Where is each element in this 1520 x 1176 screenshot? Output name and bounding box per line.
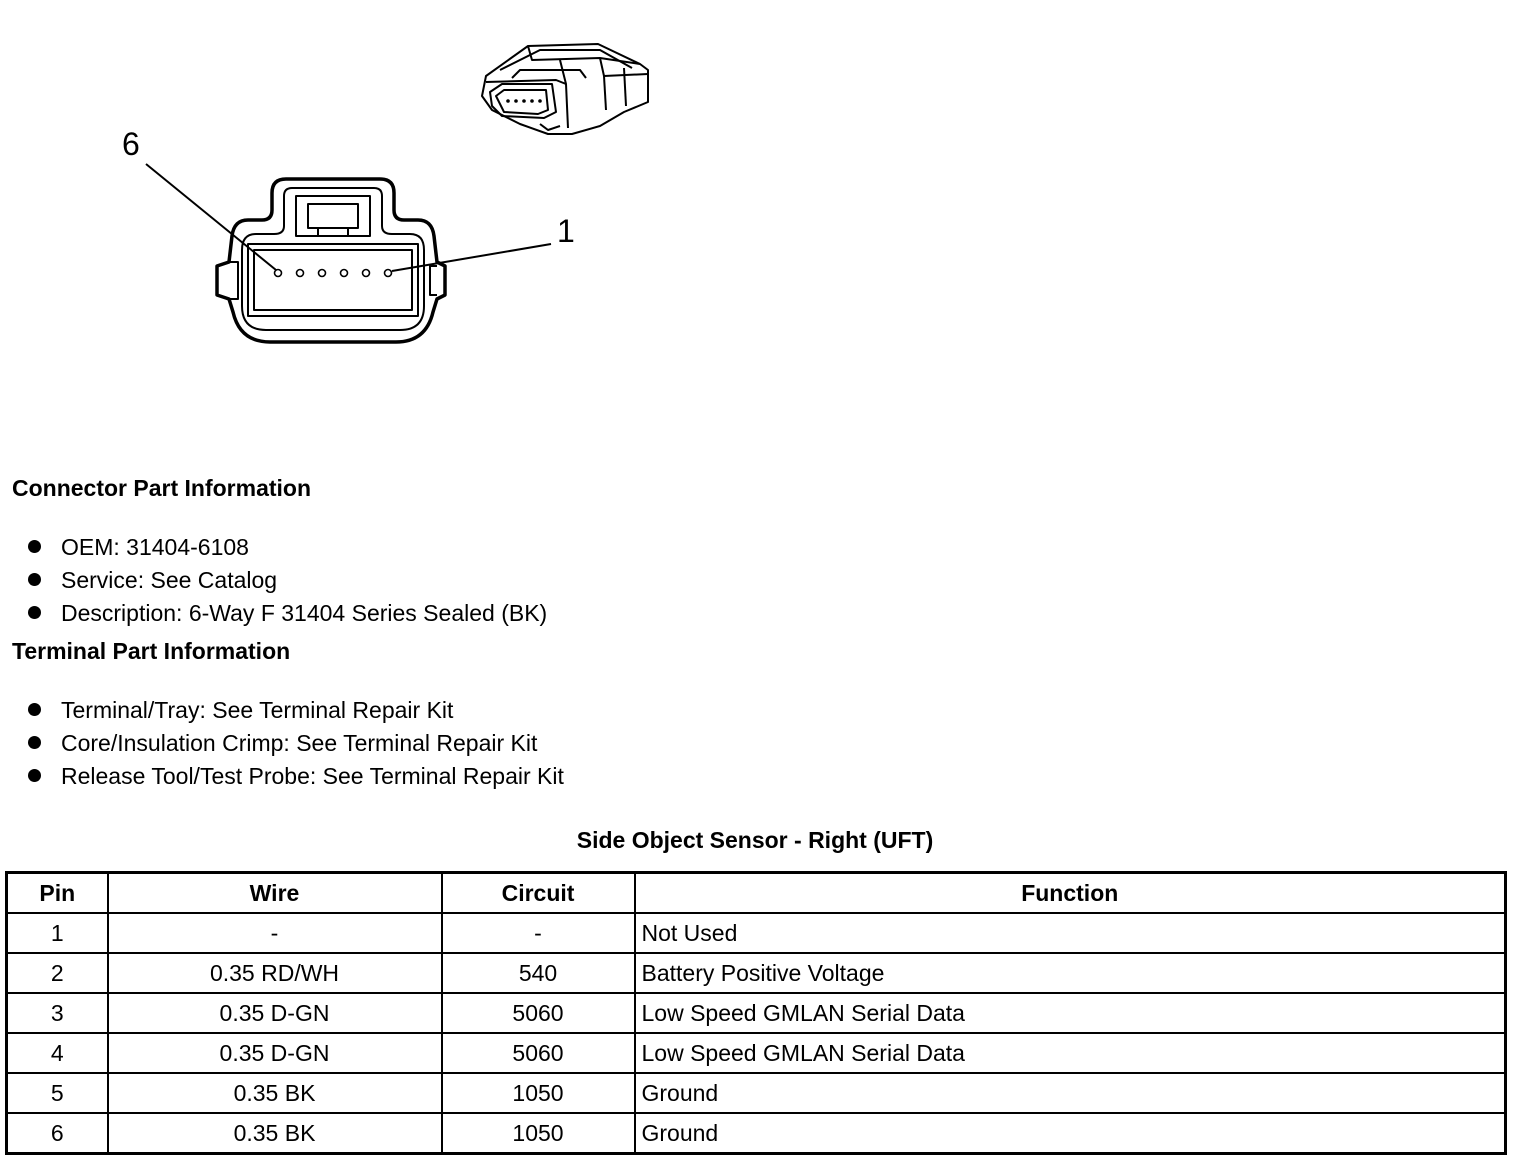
- column-header-pin: Pin: [7, 873, 108, 914]
- cell-circuit: -: [442, 913, 635, 953]
- leader-line-pin-6: [146, 164, 276, 270]
- cell-function: Not Used: [635, 913, 1506, 953]
- connector-info-heading: Connector Part Information: [12, 475, 312, 501]
- cell-function: Low Speed GMLAN Serial Data: [635, 993, 1506, 1033]
- column-header-circuit: Circuit: [442, 873, 635, 914]
- terminal-release-tool: Release Tool/Test Probe: See Terminal Repair Kit: [61, 762, 564, 789]
- pin-cavity-3: [341, 270, 348, 277]
- table-row: [7, 953, 1506, 993]
- bullet-icon: [28, 606, 41, 619]
- pin-cavity-1: [385, 270, 392, 277]
- cell-function: Ground: [635, 1113, 1506, 1154]
- cell-wire: 0.35 BK: [108, 1073, 442, 1113]
- list-item: [28, 759, 564, 792]
- connector-isometric-pins: [506, 99, 542, 103]
- cell-circuit: 1050: [442, 1073, 635, 1113]
- cell-pin: 6: [7, 1113, 108, 1154]
- callout-pin-6: 6: [122, 126, 140, 162]
- callout-pin-1: 1: [557, 213, 575, 249]
- list-item: [28, 596, 547, 629]
- pin-cavity-4: [319, 270, 326, 277]
- list-item: [28, 563, 547, 596]
- connector-face-pins: [275, 270, 392, 277]
- connector-info-list: [28, 530, 547, 629]
- connector-isometric-illustration: [482, 44, 648, 134]
- bullet-icon: [28, 703, 41, 716]
- cell-wire: 0.35 RD/WH: [108, 953, 442, 993]
- list-item: [28, 693, 564, 726]
- cell-pin: 2: [7, 953, 108, 993]
- cell-wire: 0.35 BK: [108, 1113, 442, 1154]
- bullet-icon: [28, 573, 41, 586]
- cell-pin: 4: [7, 1033, 108, 1073]
- connector-diagram: [0, 0, 760, 420]
- table-row: [7, 993, 1506, 1033]
- bullet-icon: [28, 769, 41, 782]
- terminal-crimp: Core/Insulation Crimp: See Terminal Repair Kit: [61, 729, 538, 756]
- cell-circuit: 1050: [442, 1113, 635, 1154]
- pin-cavity-2: [363, 270, 370, 277]
- connector-face-outline: [217, 179, 445, 342]
- cell-pin: 1: [7, 913, 108, 953]
- terminal-tray: Terminal/Tray: See Terminal Repair Kit: [61, 696, 454, 723]
- column-header-wire: Wire: [108, 873, 442, 914]
- bullet-icon: [28, 540, 41, 553]
- table-header-row: [7, 873, 1506, 914]
- list-item: [28, 530, 547, 563]
- cell-wire: -: [108, 913, 442, 953]
- pinout-table: [5, 871, 1507, 1155]
- list-item: [28, 726, 564, 759]
- leader-line-pin-1: [392, 244, 551, 271]
- table-row: [7, 913, 1506, 953]
- column-header-function: Function: [635, 873, 1506, 914]
- cell-function: Battery Positive Voltage: [635, 953, 1506, 993]
- terminal-info-heading: Terminal Part Information: [12, 638, 291, 664]
- connector-service: Service: See Catalog: [61, 566, 278, 593]
- cell-pin: 3: [7, 993, 108, 1033]
- table-row: [7, 1113, 1506, 1154]
- pin-cavity-5: [297, 270, 304, 277]
- connector-oem: OEM: 31404-6108: [61, 533, 249, 560]
- cell-function: Ground: [635, 1073, 1506, 1113]
- cell-circuit: 5060: [442, 1033, 635, 1073]
- table-title: Side Object Sensor - Right (UFT): [576, 827, 934, 853]
- connector-description: Description: 6-Way F 31404 Series Sealed (BK): [61, 599, 548, 626]
- cell-circuit: 540: [442, 953, 635, 993]
- table-row: [7, 1033, 1506, 1073]
- cell-pin: 5: [7, 1073, 108, 1113]
- cell-function: Low Speed GMLAN Serial Data: [635, 1033, 1506, 1073]
- terminal-info-list: [28, 693, 564, 792]
- bullet-icon: [28, 736, 41, 749]
- cell-circuit: 5060: [442, 993, 635, 1033]
- table-row: [7, 1073, 1506, 1113]
- cell-wire: 0.35 D-GN: [108, 1033, 442, 1073]
- cell-wire: 0.35 D-GN: [108, 993, 442, 1033]
